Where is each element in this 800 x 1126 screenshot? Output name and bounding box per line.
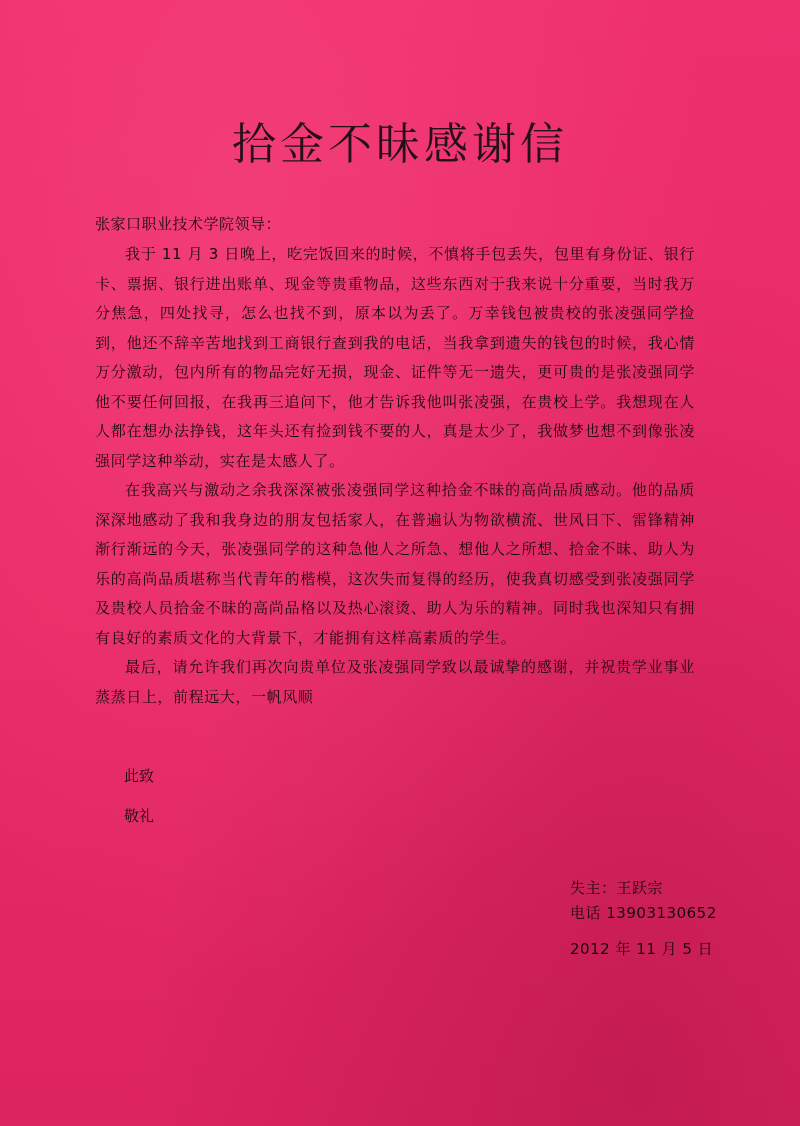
- paragraph-1: 我于 11 月 3 日晚上，吃完饭回来的时候，不慎将手包丢失，包里有身份证、银行卡、票据、银行进出账单、现金等贵重物品，这些东西对于我来说十分重要，当时我万分焦急，四处找寻，怎么也找不到，原本以为丢了。万幸钱包被贵校的张凌强同学捡到，他还不辞辛苦地找到工商银行查到我的电话，当我拿到遗失的钱包的时候，我心情万分激动，包内所有的物品完好无损，现金、证件等无一遗失，更可贵的是张凌强同学他不要任何回报，在我再三追问下，他才告诉我他叫张凌强，在贵校上学。我想现在人人都在想办法挣钱，这年头还有捡到钱不要的人，真是太少了，我做梦也想不到像张凌强同学这种举动，实在是太感人了。: [95, 245, 695, 470]
- paragraph-2: 在我高兴与激动之余我深深被张凌强同学这种拾金不昧的高尚品质感动。他的品质深深地感动了我和我身边的朋友包括家人，在普遍认为物欲横流、世风日下、雷锋精神渐行渐远的今天，张凌强同学的这种急他人之所急、想他人之所想、拾金不昧、助人为乐的高尚品质堪称当代青年的楷模，这次失而复得的经历，使我真切感受到张凌强同学及贵校人员拾金不昧的高尚品格以及热心滚烫、助人为乐的精神。同时我也深知只有拥有良好的素质文化的大背景下，才能拥有这样高素质的学生。: [95, 481, 695, 647]
- paragraph-3: 最后，请允许我们再次向贵单位及张凌强同学致以最诚挚的感谢，并祝贵学业事业蒸蒸日上，前程远大，一帆风顺: [95, 658, 695, 706]
- letter-date: 2012 年 11 月 5 日: [570, 940, 714, 958]
- closing-jingli: 敬礼: [124, 807, 155, 825]
- letter-title: 拾金不昧感谢信: [232, 119, 568, 170]
- signature-name: 失主：王跃宗: [570, 879, 664, 897]
- salutation: 张家口职业技术学院领导：: [95, 215, 282, 233]
- closing-cizhi: 此致: [124, 767, 155, 785]
- letter-body: [95, 240, 695, 712]
- signature-phone: 电话 13903130652: [570, 904, 717, 922]
